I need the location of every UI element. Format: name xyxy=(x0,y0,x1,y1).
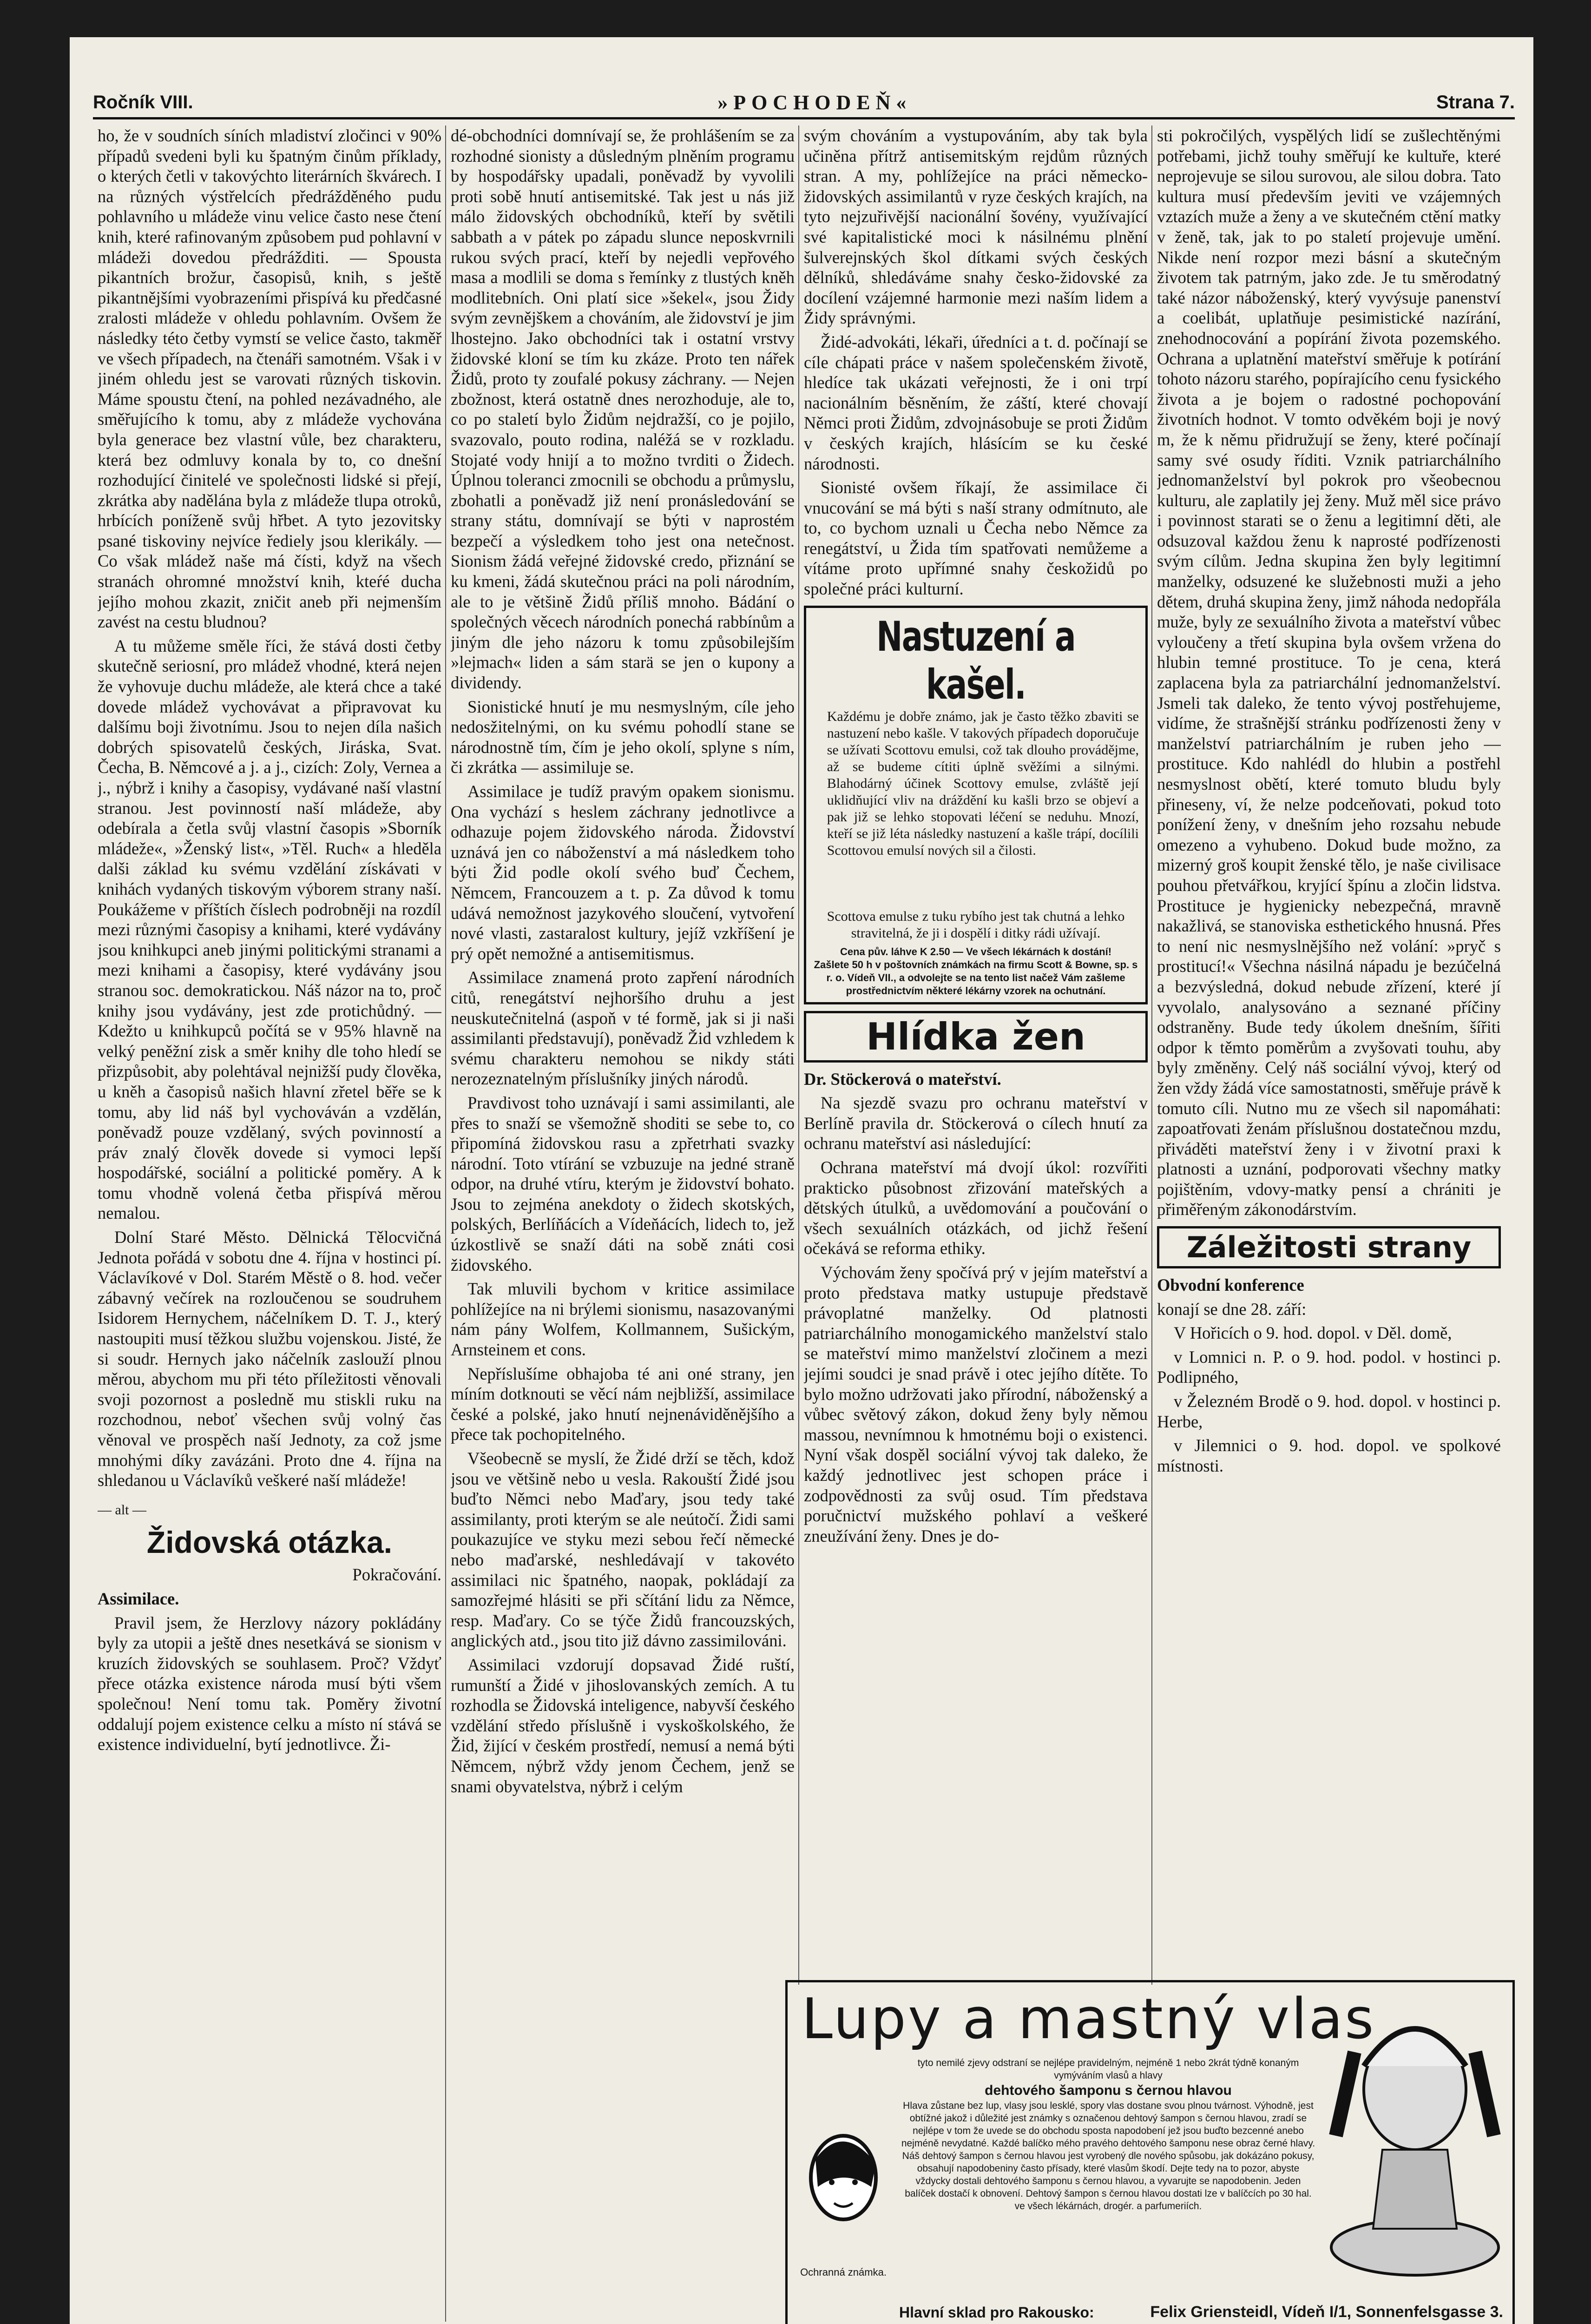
advert-body: Scottova emulse z tuku rybího jest tak chutná a lehko stravitelná, že ji i dospělí i ditky rádi užívají. xyxy=(827,908,1125,941)
column-3 xyxy=(804,125,1148,1889)
article-text: Všeobecně se myslí, že Židé drží se těch, kdož jsou ve většině nebo u vesla. Rakouští Židé jsou buďto Němci nebo Maďary, jsou tedy také assimilanty, proti kterým se ale neútočí. Židi sami poukazujíce ve styku mezi sebou řečí německé nebo maďarské, neshledávají v takovéto assimilaci nic špatného, naopak, pokládají za samozřejmé hlásiti se při sčítání lidu za Němce, resp. Maďary. Co se týče Židů francouzských, anglických atd., jsou tito již dávno zassimilováni. xyxy=(451,1449,795,1651)
article-text: ho, že v soudních síních mladiství zločinci v 90% případů svedeni byli ku špatným činům příklady, o kterých četli v takovýchto literárních škvárech. I na různých výstřelcích předrážděného pudu pohlavního u mládeže vinu velice často nese čtení knih, které rafinovaným způsobem pud pohlavní v mládeži dovedou předrážditi. — Spousta pikantních brožur, časopisů, knih, s ještě pikantnějšími vyobrazeními přispívá ku předčasné zralosti mládeže v ohledu pohlavním. Ovšem že následky této četby vymstí se velice často, takměř ve všech případech, na čtenáři samotném. Však i v jiném ohledu jest se varovati různých tiskovin. Máme spoustu čtení, na pohled nezávadného, ale směřujícího k tomu, aby z mládeže vychována byla generace bez vlastní vůle, bez charakteru, která bez odmluvy konala by to, co dnešní rozhodující činitelé ve společnosti lidské si přejí, zkrátka aby nadělána byla z mládeže tlupa otroků, hrbících poníženě svůj hřbet. A tyto jezovitsky psané tiskoviny nejvíce řediely jsou klerikály. — Co však mládež naše má čísti, když na všech stranách ohromné množství knih, kteŕé ducha jejího mohou zkazit, zničit aneb při nejmenším zavést na cestu bludnou? xyxy=(98,126,441,632)
notice-item: v Železném Brodě o 9. hod. dopol. v hostinci p. Herbe, xyxy=(1157,1392,1501,1431)
depot-label: Hlavní sklad pro Rakousko: xyxy=(899,2304,1094,2321)
column-1 xyxy=(98,125,441,2322)
section-title: Záležitosti strany xyxy=(1161,1230,1497,1264)
advert-footer xyxy=(899,2303,1503,2324)
news-item: Dolní Staré Město. Dělnická Tělocvičná Jednota pořádá v sobotu dne 4. října v hostinci pí. Václavíkové v Dol. Starém Městě o 8. hod. večer zábavný večírek na rozloučenou se soudruhem Isidorem Hernychem, náčelníkem D. T. J., který nastoupiti musí těžkou službu vojenskou. Jisté, že si soudr. Hernych jako náčelník zaslouží plnou měrou, abychom mu při této příležitosti věnovali svoji pozornost a posledně mu stiskli ruku na rozchodnou, neboť všechen svůj volný čas věnoval ve prospěch naší Jednoty, za což jsme mnohými díky zavázáni. Proto dne 4. října na shledanou u Václavíků veškeré naší mládeže! xyxy=(98,1228,441,1490)
notice-item: V Hořicích o 9. hod. dopol. v Děl. domě, xyxy=(1174,1323,1452,1343)
article-text: Výchovám ženy spočívá prý v jejím mateřství a proto představa matky ustupuje představě právoplatné manželky. Od platnosti patriarchálního monogamického manželství stalo se mateřství mimo manželství zločinem a mezi jejími soudci je snad právě i otec jejího dítěte. To bylo možno udržovati jako přírodní, náboženský a vůbec světový zákon, dokud ženy byly němou massou, nevnímnou k hmotnému boji o existenci. Nyní však dospěl sociální vývoj tak daleko, že každý jednotlivec jest schopen práce i zodpovědnosti za svůj osud. Tím představa poručnictví mužského pohlaví a veškeré zneužívání ženy. Dnes je do- xyxy=(804,1263,1148,1545)
article-text: Tak mluvili bychom v kritice assimilace pohlížejíce na ni brýlemi sionismu, nasazovanými nám pány Wolfem, Kollmannem, Sušickým, Arnsteinem et cons. xyxy=(451,1279,795,1360)
notice-item: v Lomnici n. P. o 9. hod. podol. v hostinci p. Podlipného, xyxy=(1157,1347,1501,1387)
zalezitosti-header xyxy=(1157,1226,1501,1268)
article-text: Nepříslušíme obhajoba té ani oné strany, jen míním dotknouti se věcí nám nejbližší, assimilace české a polské, jako hnutí nejnenáviděnějšího a přece tak pochopitelného. xyxy=(451,1364,795,1444)
advert-details: Hlava zůstane bez lup, vlasy jsou lesklé, spory vlas dostane svou plnou tvárnost. Výhodně, jest obtížné jakož i důležité jest známky s označenou dehtový šampon s černou hlavou, zradí se nejlépe v tom že uvede se do obchodu sposta napodobení jež jsou buďto bezcenné anebo nejméně nevydatné. Každé balíčko mého pravého dehtového šamponu nese obraz černé hlavy. Náš dehtový šampon s černou hlavou jest vyrobený dle nového spůsobu, jak dokázáno pokusy, obsahují napodobeniny často přísady, které vlasům škodí. Dejte tedy na to pozor, abyste vždycky dostali dehtového šamponu s černou hlavou, a vyvarujte se napodobenin. Jeden balíček dostačí k obnovení. Dehtový šampon s černou hlavou dostati lze v balíčcích po 30 hal. ve všech lékárnách, drogér. a parfumeriích. xyxy=(901,2100,1315,2212)
advert-intro: tyto nemilé zjevy odstraní se nejlépe pravidelným, nejméně 1 nebo 2krát týdně konaným vymýváním vlasů a hlavy xyxy=(917,2058,1299,2081)
column-4 xyxy=(1157,125,1501,1889)
trademark-head-icon xyxy=(797,2122,890,2261)
advert-body: Každému je dobře známo, jak je často těžko zbaviti se nastuzení nebo kašle. V takových případech doporučuje se užívati Scottovu emulsi, což tak dlouho provádějme, až se budeme cítiti úplně svěžími a silnými. Blahodárný účinek Scottovy emulse, zvláště její uklidňující vliv na dráždění ku kašli brzo se objeví a pak již se lehko stopovati léčení se neduhu. Mnozí, kteří se již léta následky nastuzení a kašle trápí, docílili Scottovou emulsí nových sil a čilosti. xyxy=(827,708,1139,858)
article-text: Pravil jsem, že Herzlovy názory pokládány byly za utopii a ještě dnes nesetkává se sionism v kruzích židovských se souhlasem. Proč? Vždyť přece otázka existence národa musí býti všem společnou! Není tomu tak. Poměry životní oddalují pojem existence celku a místo ní stává se existence individuelní, bytí jednotlivce. Ži- xyxy=(98,1613,441,1754)
article-subtitle: Dr. Stöckerová o mateřství. xyxy=(804,1069,1001,1089)
advert-title: Nastuzení a kašel. xyxy=(876,612,1075,708)
header-rule xyxy=(93,117,1515,119)
article-text: Assimilace znamená proto zapření národních citů, renegátství nejhoršího druhu a jest neuskutečnitelná (aspoň v té formě, jak si ji naši assimilanti představují), poněvadž Žid vzhledem k svému charakteru nemohou se nikdy státi nerozeznatelným příslušníky jiných národů. xyxy=(451,968,795,1089)
article-text: sti pokročilých, vyspělých lidí se zušlechtěnými potřebami, jichž touhy směřují ke kultuře, které neprojevuje se silou surovou, ale silou dobra. Tato kultura musí především jeviti ve vzájemných vztazích muže a ženy a ve skutečném ctění matky v ženě, tak, jak to po staletí projevuje umění. Nikde není rozpor mezi básní a skutečným životem tak patrným, jako zde. Je tu směrodatný také názor náboženský, který vyvýsuje panenství a coelibát, uplatňuje pesimistické nazírání, znehodnocování a popírání života pozemského. Ochrana a uplatnění mateřství směřuje k potírání tohoto názoru starého, popírajícího cenu fysického života a je bojem o radostné pochopování životních hodnot. V tomto odvěkém boji je nový m, že k němu přidružují se ženy, které počínají samy své osudy říditi. Vznik patriarchálního jednomanželství byl pokrok pro všeobecnou kulturu, ale zaplatily jej ženy. Muž měl sice právo i povinnost starati se o ženu a legitimní děti, ale odsuzoval každou ženu k naprosté podřízenosti svým cílům. Jedna skupina žen byly legitimní manželky, odsuzené ke služebnosti muži a jeho dětem, druhá skupina ženy, jimž náhoda nedopřála muže, byly ze sexuálního života a mateřství vůbec vyloučeny a třetí skupina byla ovšem vržena do hlubin temné prostituce. To je cena, která zaplacena byla za patriarchální jednomanželství. Jsmeli tak daleko, že tento vývoj postřehujeme, vidíme, že strašnější stránku podřízenosti ženy v manželství patriarchálním je ruben jeho — prostituce. Kdo nahlédl do hlubin a postřehl nesmyslnost obětí, které tomuto bludu byly přineseny, ví, že nelze podceňovati, pokud toto ponížení ženy, v dnešním jeho rozsahu nebude omezeno a vyhubeno. Dokud bude možno, za mizerný groš koupit ženské tělo, je naše civilisace pouhou přetvářkou, kryjící špínu a zločin lidstva. Prostituce je hygienicky nebezpečná, mravně nakažlivá, se stanoviska esthetického hnusná. Přes to není nic nesmyslnějšího než volání: »pryč s prostitucí!« Všechna násilná nápadu je bezúčelná a bezvýsledná, dokud nebude zřízení, které jí vyvolalo, analysováno a seznané příčiny odstraněny. Bude tedy úkolem dnešním, šířiti odpor k těmto poměrům a zvyšovati touhu, aby byly změněny. Celý náš sociální vývoj, který od žen vždy žádá více samostatnosti, směřuje právě k tomuto cíli. Nutno mu ze všech sil napomáhati: zapoatřovati ženám příslušnou dostatečnou mzdu, přiváděti mateřství ženy i v životní praxi k platnosti a uznání, podporovati všechny matky pojištěním, vdovy-matky pensí a chrániti je přiměřeným zákonodárstvím. xyxy=(1157,126,1501,1219)
article-text: Assimilaci vzdorují dopsavad Židé ruští, rumunští a Židé v jihoslovanských zemích. A tu rozhodla se Židovská inteligence, nabyvší českého vzdělání středo příslušně i vyskoškolského, že Žid, žijící v českém prostředí, nemusí a nemá býti Němcem, nýbrž vždy jenom Čechem, jenž se snami obyvatelstva, nýbrž i celým xyxy=(451,1655,795,1796)
woman-washing-hair-illustration xyxy=(1327,1996,1503,2284)
article-text: Ochrana mateřství má dvojí úkol: rozvířiti prakticko působnost zřizování mateřských a dětských útulků, a uvědomování a poučování o všech sexuálních otázkách, od jichž řešení očekává se reforma ethiky. xyxy=(804,1158,1148,1258)
column-2 xyxy=(451,125,795,2322)
advert-title: Lupy a mastný vlas xyxy=(802,1987,1376,2052)
advert-nastuzeni xyxy=(804,606,1148,1004)
section-title: Hlídka žen xyxy=(808,1015,1144,1058)
article-text: Pravdivost toho uznávají i sami assimilanti, ale přes to snaží se všemožně shoditi se sebe to, co připomíná židovskou rasu a zpřetrhati svazky národní. Toto vtírání se vzbuzuje na jedné straně odpor, na druhé vtíru, kterým je židovství bohato. Jsou to zejména anekdoty o židech skotských, polských, Berlíňácích a Vídeňácích, lidech to, jež úzkostlivě se snaží dáti na sobě znáti cosi židovského. xyxy=(451,1093,795,1274)
volume-label: Ročník VIII. xyxy=(93,92,193,112)
masthead: »POCHODEŇ« xyxy=(717,91,912,114)
page-header xyxy=(93,88,1515,116)
article-title: Židovská otázka. xyxy=(146,1525,393,1560)
article-text: A tu můžeme směle říci, že stává dosti četby skutečně seriosní, pro mládež vhodné, která nejen že vyhovuje duchu mládeže, ale která chce a také dovede mládež vychovávat a připravovat ku dalšímu boji životnímu. Jsou to nejen díla našich dobrých spisovatelů českých, Jiráska, Svat. Čecha, B. Němcové a j. a j., cizích: Zoly, Vernea a j., nýbrž i knihy a časopisy, vydávané naší vlastní stranou. Jest povinností naší mládeže, aby odebírala a četla svůj vlastní časopis »Sborník mládeže«, »Ženský list«, »Těl. Ruch« a hleděla dalši základ ku svému vzdělání získávati v knihách vydaných tiskovým výborem strany naší. Poukážeme v příštích číslech podrobněji na rozdíl mezi různými časopisy a knihami, které vydávány jsou knihkupci aneb jinými politickými stranami a mezi knihami a časopisy, které vydávány jsou stranou soc. demokratickou. Náš názor na to, proč knihy jsou vydávány, jest zde protichůdný. — Kdežto u knihkupců počítá se v 95% hlavně na velký peněžní zisk a směr knihy dle toho hledí se přizpůsobit, aby polehtával nejnižší pudy člověka, u kněh a časopisů našich hlavní zřetel běře se k tomu, aby lid náš byl vychováván a vzdělán, poněvadž pouze vzdělaný, svých povinností a práv znalý člověk dovede si vymoci lepší hospodářské, sociální a politické poměry. A k tomu vhodně volená četba přispívá měrou nemalou. xyxy=(98,636,441,1223)
notice-item: v Jilemnici o 9. hod. dopol. ve spolkové místnosti. xyxy=(1157,1436,1501,1475)
section-subtitle: Assimilace. xyxy=(98,1589,179,1608)
newspaper-page xyxy=(70,37,1533,2324)
column-divider xyxy=(445,125,446,2322)
article-text: Assimilace je tudíž pravým opakem sionismu. Ona vychází s heslem záchrany jednotlivce a odhazuje pojem židovského národa. Židovství uznává jen co náboženství a má následkem toho býti Žid podle okolí svého buď Čechem, Němcem, Francouzem a t. p. Za důvod k tomu udává nemožnost jazykového sloučení, vytvoření nové vlasti, zastaralost kultury, jejíž vzkříšení je prý opět nemožné a antisemitismus. xyxy=(451,782,795,963)
column-divider xyxy=(798,125,799,1985)
hlidka-header xyxy=(804,1011,1148,1063)
article-text: Židé-advokáti, lékaři, úředníci a t. d. počínají se cíle chápati práce v našem společenském životě, hledíce tak ukázati veřejnosti, že i oni trpí nacionálním běsněním, že záští, které chovají Němci proti Židům, zdvojnásobuje se proti Židům v českých krajích, hlásícím se ku české národnosti. xyxy=(804,332,1148,473)
fisherman-illustration xyxy=(813,708,822,908)
column-divider xyxy=(1151,125,1152,1985)
article-text: Na sjezdě svazu pro ochranu mateřství v Berlíně pravila dr. Stöckerová o cílech hnutí za ochranu mateřství asi následující: xyxy=(804,1093,1148,1153)
trademark-label: Ochranná známka. xyxy=(800,2266,887,2278)
advert-body xyxy=(899,2057,1317,2212)
section-subtitle: Obvodní konference xyxy=(1157,1275,1304,1295)
article-text: Sionisté ovšem říkají, že assimilace či vnucování se má býti s naší strany odmítnuto, ale to, co bychom uznali u Čecha nebo Němce za renegátství, u Žida tím spatřovati nemůžeme a vítáme proto upřímné snahy českožidů po společné práci kulturní. xyxy=(804,478,1148,599)
advert-price: Cena pův. láhve K 2.50 — Ve všech lékárnách k dostání! xyxy=(840,945,1112,957)
advert-lupy xyxy=(785,1980,1515,2324)
article-text: dé-obchodníci domnívají se, že prohlášením se za rozhodné sionisty a důsledným plněním programu by hospodářsky upadali, poněvadž by vyvolili proti sobě hnutí antisemitské. Tak jest u nás již málo židovských obchodníků, kteří by světili sabbath a v pátek po západu slunce neposkvrnili rukou svých prací, kteří by nejedli vepřového masa a modlili se doma s řemínky z tlustých kněh modlitebních. Oni platí sice »šekel«, jsou Židy svým zevnějškem a chováním, ale židovství je jim lhostejno. Jako obchodníci tak i ostatní vrstvy židovské kloní se tím ku zkáze. Proto ten nářek Židů, proto ty zoufalé pokusy záchrany. — Nejen zbožnost, která ostatně dnes nerozhoduje, ale to, co po staletí bylo Židům nejdražší, co je pojilo, svazovalo, pouto rodina, naléžá se v rozkladu. Stojaté vody hnijí a to možno tvrditi o Židech. Úplnou toleranci zmocnili se obchodu a průmyslu, zbohatli a poněvadž již není pronásledování se strany státu, domnívají se býti v naprostém bezpečí a výsledkem toho jest ona netečnost. Sionism žádá veřejné židovské credo, přiznání se ku kmeni, žádá skutečnou práci na poli národním, ale to je většině Židů příliš mnoho. Bádání o společných věcech národních ponechá rabbínům a jiným dle jeho názoru k tomu způsobilejším »lejmach« liden a sám starä se jen o kupony a dividendy. xyxy=(451,126,795,693)
page-number: Strana 7. xyxy=(1436,92,1515,112)
article-text: Sionistické hnutí je mu nesmyslným, cíle jeho nedosžitelnými, on ku svému pohodlí stane se národnostně tím, čím je jeho okolí, splyne s ním, či zkrátka — assimiluje se. xyxy=(451,697,795,777)
firm-name: Felix Griensteidl, Vídeň I/1, Sonnenfelsgasse 3. xyxy=(1150,2303,1503,2321)
advert-note: Zašlete 50 h v poštovních známkách na firmu Scott & Bowne, sp. s r. o. Vídeň VII., a odvolejte se na tento list načež Vám zašleme prostřednictvím některé lékárny vzorek na ochutnání. xyxy=(814,958,1138,997)
notice-intro: konají se dne 28. září: xyxy=(1157,1299,1307,1319)
product-name: dehtového šamponu s černou hlavou xyxy=(985,2083,1232,2098)
continuation-label: Pokračování. xyxy=(352,1565,441,1585)
article-text: svým chováním a vystupováním, aby tak byla učiněna přítrž antisemitským rejdům různých stran. A my, pohlížejíce na práci německo-židovských assimilantů v ryze českých krajích, na tyto nejzuřivější nacionální šovény, využívající své kapitalistické moci k násilnému plnění šulverejnských škol dítkami svých českých dělníků, shledáváme snahy česko-židovské za docílení vzájemné harmonie mezi naším lidem a Židy správnými. xyxy=(804,126,1148,328)
separator: — alt — xyxy=(98,1502,146,1518)
